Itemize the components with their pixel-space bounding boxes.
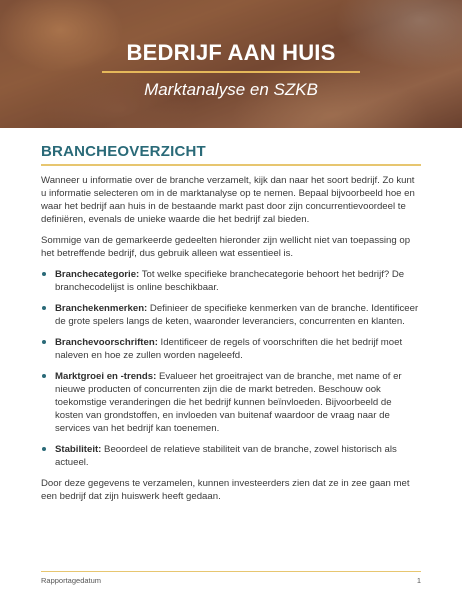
list-item-term: Stabiliteit:: [55, 444, 102, 455]
list-item: [41, 302, 421, 328]
bullet-icon: [42, 447, 46, 451]
closing-paragraph: Door deze gegevens te verzamelen, kunnen investeerders zien dat ze in zee gaan met een bedrijf dat zijn huiswerk heeft gedaan.: [41, 478, 410, 502]
list-item-text: Tot welke specifieke branchecategorie behoort het bedrijf? De branchecodelijst is online beschikbaar.: [55, 269, 405, 293]
section-heading: BRANCHEOVERZICHT: [41, 143, 206, 160]
list-item-term: Branchevoorschriften:: [55, 337, 158, 348]
list-item: [41, 336, 421, 362]
list-item-text: Identificeer de regels of voorschriften die het bedrijf moet naleven en hoe ze zullen worden nageleefd.: [55, 337, 403, 361]
bullet-icon: [42, 272, 46, 276]
footer-divider: [41, 571, 421, 572]
title-divider: [102, 71, 360, 73]
footer-report-date: Rapportagedatum: [41, 576, 102, 585]
list-item: [41, 268, 421, 294]
bullet-icon: [42, 306, 46, 310]
document-subtitle: Marktanalyse en SZKB: [144, 80, 318, 99]
page-number: 1: [416, 576, 421, 585]
document-title: BEDRIJF AAN HUIS: [126, 40, 336, 65]
list-item-text: Beoordeel de relatieve stabiliteit van de branche, zowel historisch als actueel.: [55, 444, 397, 468]
list-item-text: Evalueer het groeitraject van de branche, met name of er nieuwe producten of concurrenten zijn die de markt betreden. Beschouw ook toekomstige veranderingen die het bedrijf kunnen beïnvloeden. Bijvoorbeeld de kosten van grondstoffen, en invloeden van buitenaf waardoor de vraag naar de services van het bedrijf kan toenemen.: [55, 371, 402, 434]
section-divider: [41, 164, 421, 166]
list-item-term: Branchekenmerken:: [55, 303, 148, 314]
list-item: [41, 370, 421, 435]
intro-paragraph: Wanneer u informatie over de branche verzamelt, kijk dan naar het soort bedrijf. Zo kunt u informatie selecteren om in de marktanalyse op te nemen. Bepaal bijvoorbeeld hoe en waar het bedrijf aan huis in de bestaande markt past door zijn concurrentievoordeel te definiëren, evenals de unieke waarde die het bedrijf zal bieden.: [41, 175, 415, 225]
list-item: [41, 443, 421, 469]
bullet-icon: [42, 374, 46, 378]
note-paragraph: Sommige van de gemarkeerde gedeelten hieronder zijn wellicht niet van toepassing op het betreffende bedrijf, dus gebruik alleen wat essentieel is.: [41, 235, 411, 259]
bullet-list: [41, 268, 421, 469]
list-item-term: Marktgroei en -trends:: [55, 371, 157, 382]
main-content: [41, 143, 421, 511]
hero-banner: [0, 0, 462, 128]
list-item-term: Branchecategorie:: [55, 269, 140, 280]
bullet-icon: [42, 340, 46, 344]
list-item-text: Definieer de specifieke kenmerken van de branche. Identificeer de grote spelers langs de keten, waaronder leveranciers, concurrenten en klanten.: [55, 303, 419, 327]
